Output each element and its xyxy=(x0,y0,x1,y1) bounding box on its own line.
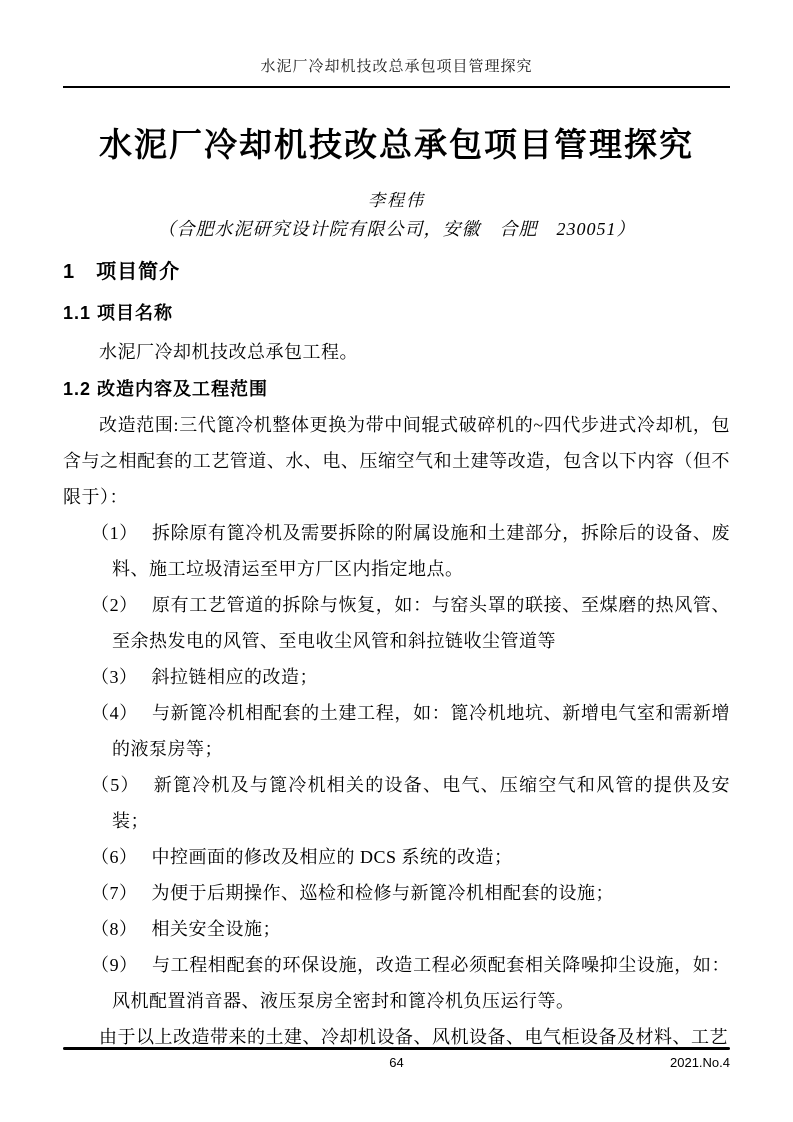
author-affiliation: （合肥水泥研究设计院有限公司，安徽 合肥 230051） xyxy=(157,219,636,239)
section-1-heading: 1 项目简介 xyxy=(63,261,181,283)
section-1-2-closing-paragraph: 由于以上改造带来的土建、冷却机设备、风机设备、电气柜设备及材料、工艺 xyxy=(99,1027,728,1047)
list-item-text: 新篦冷机及与篦冷机相关的设备、电气、压缩空气和风管的提供及安装； xyxy=(112,775,730,831)
list-item-text: 斜拉链相应的改造； xyxy=(151,667,318,687)
section-1-1-paragraph: 水泥厂冷却机技改总承包工程。 xyxy=(99,342,358,362)
list-item xyxy=(91,767,730,839)
list-item-marker: （2） xyxy=(91,595,138,615)
list-item-marker: （9） xyxy=(91,955,138,975)
footer-page-number: 64 xyxy=(389,1055,404,1070)
section-1-2-intro-paragraph: 改造范围:三代篦冷机整体更换为带中间辊式破碎机的~四代步进式冷却机，包含与之相配套的工艺管道、水、电、压缩空气和土建等改造，包含以下内容（但不限于）： xyxy=(63,415,730,507)
list-item xyxy=(91,587,730,659)
article-title: 水泥厂冷却机技改总承包项目管理探究 xyxy=(99,126,694,163)
list-item-text: 与工程相配套的环保设施，改造工程必须配套相关降噪抑尘设施，如：风机配置消音器、液压泵房全密封和篦冷机负压运行等。 xyxy=(112,955,731,1011)
list-item xyxy=(91,659,730,695)
article-body xyxy=(63,258,730,1055)
list-item xyxy=(91,911,730,947)
list-item-marker: （4） xyxy=(91,703,138,723)
list-item xyxy=(91,515,730,587)
list-item xyxy=(91,947,730,1019)
list-item-marker: （6） xyxy=(91,847,138,867)
list-item-text: 相关安全设施； xyxy=(151,919,281,939)
footer-issue-label: 2021.No.4 xyxy=(670,1055,730,1070)
section-1-1-heading: 1.1 项目名称 xyxy=(63,303,174,323)
footer-rule xyxy=(63,1047,730,1050)
list-item-marker: （1） xyxy=(91,523,138,543)
section-1-2-heading: 1.2 改造内容及工程范围 xyxy=(63,379,269,399)
list-item xyxy=(91,695,730,767)
header-rule xyxy=(63,86,730,88)
list-item-marker: （5） xyxy=(91,775,140,795)
list-item-marker: （3） xyxy=(91,667,138,687)
list-item-text: 与新篦冷机相配套的土建工程，如：篦冷机地坑、新增电气室和需新增的液泵房等； xyxy=(112,703,731,759)
list-item-marker: （8） xyxy=(91,919,138,939)
list-item-text: 为便于后期操作、巡检和检修与新篦冷机相配套的设施； xyxy=(151,883,614,903)
author-name: 李程伟 xyxy=(368,191,425,210)
list-item-text: 拆除原有篦冷机及需要拆除的附属设施和土建部分，拆除后的设备、废料、施工垃圾清运至甲方厂区内指定地点。 xyxy=(112,523,731,579)
list-item-text: 原有工艺管道的拆除与恢复，如：与窑头罩的联接、至煤磨的热风管、至余热发电的风管、至电收尘风管和斜拉链收尘管道等 xyxy=(112,595,731,651)
list-item xyxy=(91,839,730,875)
list-item xyxy=(91,875,730,911)
list-item-marker: （7） xyxy=(91,883,138,903)
list-item-text: 中控画面的修改及相应的 DCS 系统的改造； xyxy=(151,847,513,867)
running-header: 水泥厂冷却机技改总承包项目管理探究 xyxy=(260,59,533,75)
